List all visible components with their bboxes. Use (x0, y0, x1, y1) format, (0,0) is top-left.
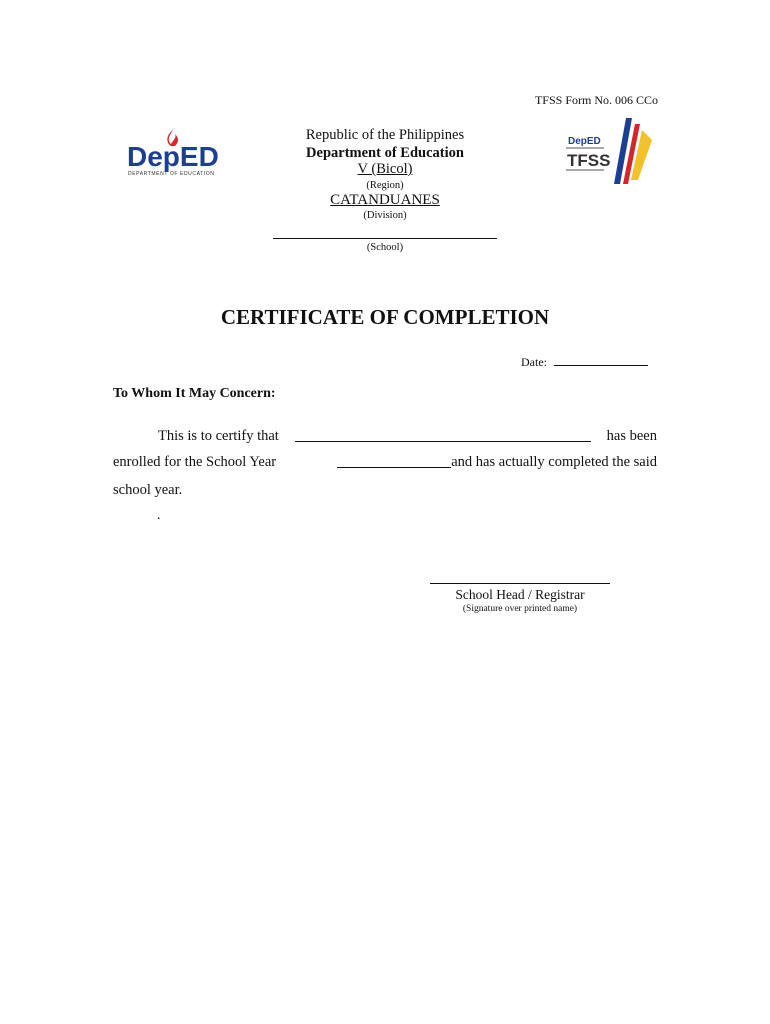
deped-logo (125, 128, 225, 178)
certify-prefix: This is to certify that (158, 428, 279, 444)
svg-text:DepED: DepED (568, 136, 601, 147)
date-label: Date: (521, 355, 547, 369)
school-caption: (School) (366, 242, 404, 253)
enrolled-text: enrolled for the School Year (113, 454, 277, 470)
tfss-logo (562, 114, 654, 188)
svg-text:DEPARTMENT OF EDUCATION: DEPARTMENT OF EDUCATION (128, 171, 215, 177)
school-year-text: school year. (113, 482, 183, 498)
has-been-text: has been (606, 428, 657, 444)
signature-label: School Head / Registrar (455, 587, 585, 602)
svg-text:TFSS: TFSS (567, 151, 611, 170)
certificate-title: CERTIFICATE OF COMPLETION (220, 305, 550, 329)
date-row (521, 352, 648, 370)
signature-line[interactable] (430, 583, 610, 584)
salutation: To Whom It May Concern: (113, 386, 276, 401)
republic-heading: Republic of the Philippines (305, 127, 465, 143)
date-blank[interactable] (554, 352, 648, 366)
division-caption: (Division) (363, 210, 407, 221)
division-value: CATANDUANES (330, 192, 440, 208)
region-value: V (Bicol) (357, 161, 413, 177)
svg-text:DepED: DepED (127, 141, 219, 172)
department-heading: Department of Education (306, 145, 464, 161)
completed-text: and has actually completed the said (451, 454, 657, 470)
enrolled-line (113, 454, 657, 471)
certify-line (113, 428, 657, 445)
school-year-blank[interactable] (337, 454, 451, 468)
name-blank[interactable] (295, 428, 591, 442)
region-caption: (Region) (366, 180, 404, 191)
signature-caption: (Signature over printed name) (462, 604, 578, 614)
form-number: TFSS Form No. 006 CCo (534, 93, 658, 107)
school-blank-line[interactable] (273, 238, 497, 239)
stray-dot: . (157, 508, 161, 523)
